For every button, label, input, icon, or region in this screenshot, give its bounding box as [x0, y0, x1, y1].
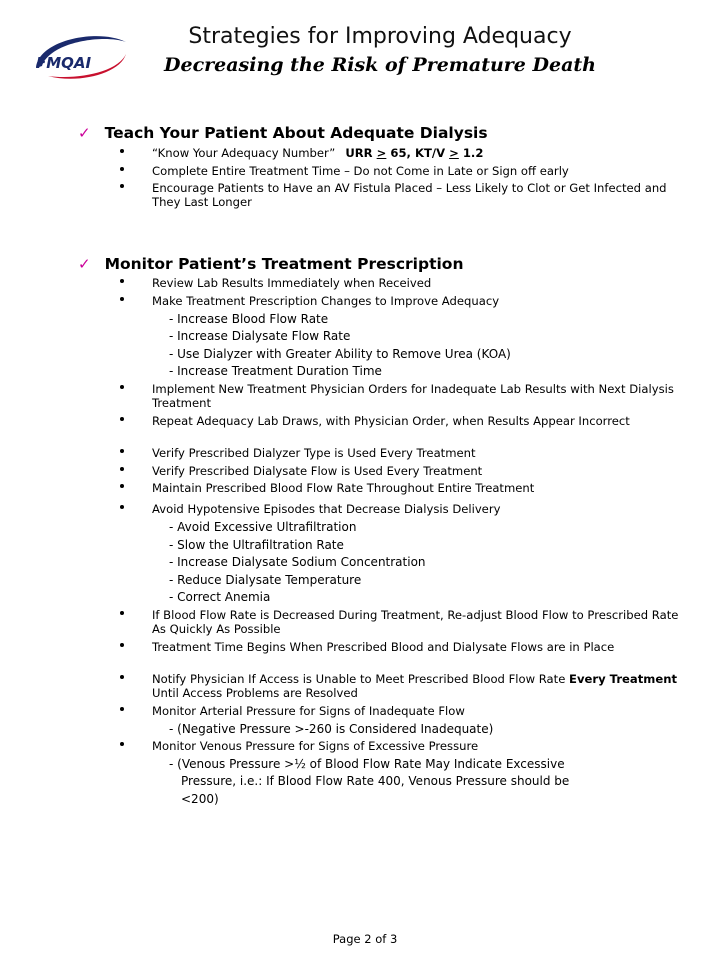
list-item: Notify Physician If Access is Unable to Meet Prescribed Blood Flow Rate Every Treatment Until Access Problems are Resolved: [120, 672, 680, 700]
page-number: Page 2 of 3: [332, 932, 398, 946]
list-item: Repeat Adequacy Lab Draws, with Physician Order, when Results Appear Incorrect: [120, 414, 680, 428]
list-item: “Know Your Adequacy Number” URR > 65, KT/V > 1.2: [120, 146, 680, 160]
list-item: Make Treatment Prescription Changes to Improve Adequacy: [120, 294, 680, 308]
list-item: If Blood Flow Rate is Decreased During Treatment, Re-adjust Blood Flow to Prescribed Rate As Quickly As Possible: [120, 608, 680, 636]
list-item: Verify Prescribed Dialysate Flow is Used Every Treatment: [120, 464, 680, 478]
list-item: Avoid Hypotensive Episodes that Decrease Dialysis Delivery: [120, 502, 680, 516]
sub-item: - Correct Anemia: [169, 590, 271, 604]
sub-item: <200): [181, 792, 219, 806]
list-item: Verify Prescribed Dialyzer Type is Used Every Treatment: [120, 446, 680, 460]
section-heading-teach: ✓ Teach Your Patient About Adequate Dialysis: [78, 124, 488, 142]
list-item: Review Lab Results Immediately when Received: [120, 276, 680, 290]
sub-item: Pressure, i.e.: If Blood Flow Rate 400, Venous Pressure should be: [181, 774, 570, 788]
section-heading-monitor: ✓ Monitor Patient’s Treatment Prescription: [78, 255, 464, 273]
list-item: Monitor Arterial Pressure for Signs of Inadequate Flow: [120, 704, 680, 718]
sub-item: - Increase Dialysate Sodium Concentration: [169, 555, 426, 569]
logo-text: FMQAI: [36, 54, 92, 72]
sub-item: - Slow the Ultrafiltration Rate: [169, 538, 344, 552]
checkmark-icon: ✓: [78, 255, 91, 273]
sub-item: - Avoid Excessive Ultrafiltration: [169, 520, 357, 534]
sub-item: - Increase Blood Flow Rate: [169, 312, 329, 326]
sub-item: - Increase Treatment Duration Time: [169, 364, 382, 378]
sub-item: - (Venous Pressure >½ of Blood Flow Rate May Indicate Excessive: [169, 757, 565, 771]
list-item: Monitor Venous Pressure for Signs of Excessive Pressure: [120, 739, 680, 753]
list-item: Complete Entire Treatment Time – Do not Come in Late or Sign off early: [120, 164, 680, 178]
page-subtitle: Decreasing the Risk of Premature Death: [164, 54, 596, 76]
list-item: Implement New Treatment Physician Orders for Inadequate Lab Results with Next Dialysis Treatment: [120, 382, 680, 410]
list-item: Encourage Patients to Have an AV Fistula Placed – Less Likely to Clot or Get Infected and They Last Longer: [120, 181, 680, 209]
list-item: Treatment Time Begins When Prescribed Blood and Dialysate Flows are in Place: [120, 640, 680, 654]
sub-item: - Increase Dialysate Flow Rate: [169, 329, 351, 343]
sub-item: - Use Dialyzer with Greater Ability to Remove Urea (KOA): [169, 347, 511, 361]
page-title: Strategies for Improving Adequacy: [188, 24, 572, 49]
sub-item: - Reduce Dialysate Temperature: [169, 573, 362, 587]
list-item: Maintain Prescribed Blood Flow Rate Throughout Entire Treatment: [120, 481, 680, 495]
sub-item: - (Negative Pressure >-260 is Considered Inadequate): [169, 722, 494, 736]
checkmark-icon: ✓: [78, 124, 91, 142]
